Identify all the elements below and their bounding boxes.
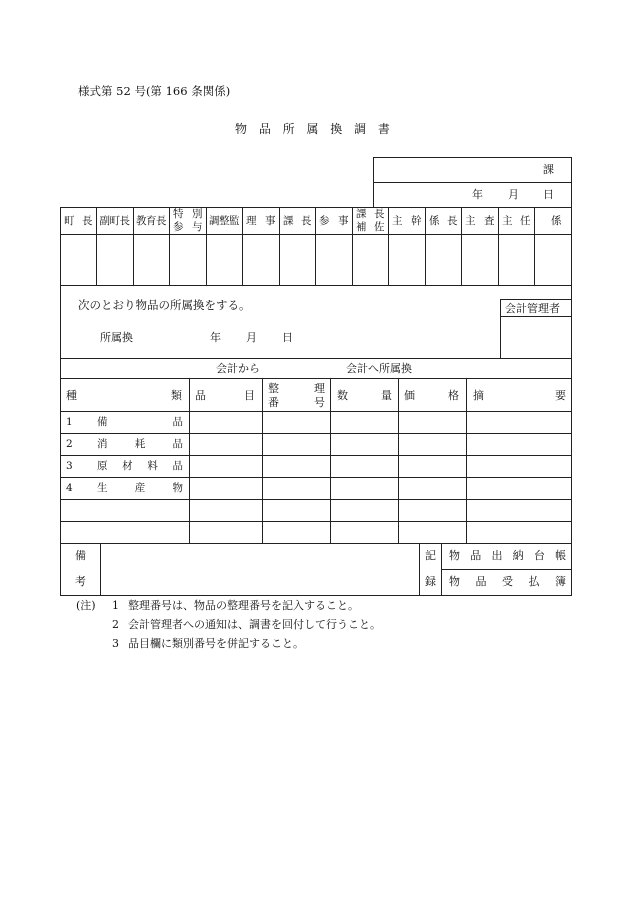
approval-role-label: 査 (484, 215, 495, 227)
transfer-statement: 次のとおり物品の所属換をする。 (78, 298, 251, 312)
transfer-date-day: 日 (282, 331, 293, 344)
row-number: 2 (66, 438, 73, 450)
approval-role-label: 別 (192, 208, 203, 220)
category-name: 生 産 物 (97, 482, 183, 494)
note-number: 1 (112, 599, 119, 612)
ledger-receipts: 物 品 受 払 簿 (449, 575, 566, 588)
category-name: 消 耗 品 (97, 438, 183, 450)
approval-role-label: 課 (283, 215, 294, 227)
approval-role-label: 教育長 (136, 215, 166, 227)
approval-role-label: 課 (356, 208, 367, 220)
accountant-label: 会計管理者 (505, 302, 560, 315)
category-name: 備 品 (97, 416, 183, 428)
notes-prefix: (注) (76, 599, 96, 612)
approval-role-label: 長 (374, 208, 385, 220)
header-quantity: 数 量 (337, 389, 392, 402)
approval-role-label: 補 (356, 221, 367, 233)
note-text: 品目欄に類別番号を併記すること。 (128, 637, 304, 650)
approval-role-label: 理 (246, 215, 257, 227)
header-category: 種 類 (66, 389, 182, 402)
approval-role-label: 参 (319, 215, 330, 227)
approval-role-label: 主 (502, 215, 513, 227)
approval-role-label: 町 (64, 215, 75, 227)
approval-role-label: 事 (265, 215, 276, 227)
record-label-bottom: 録 (425, 575, 436, 588)
approval-role-label: 副町長 (99, 215, 130, 227)
date-year-label: 年 (472, 188, 483, 201)
approval-role-label: 主 (392, 215, 403, 227)
note-text: 整理番号は、物品の整理番号を記入すること。 (128, 599, 359, 612)
page-title: 物 品 所 属 換 調 書 (235, 122, 394, 136)
note-number: 2 (112, 618, 119, 631)
approval-role-label: 主 (465, 215, 476, 227)
transfer-date-label: 所属換 (100, 331, 133, 344)
approval-role-label: 調整監 (209, 215, 239, 227)
note-text: 会計管理者への通知は、調書を回付して行うこと。 (128, 618, 381, 631)
ledger-inventory: 物 品 出 納 台 帳 (449, 549, 567, 562)
header-summary: 摘 要 (473, 389, 566, 402)
row-number: 4 (66, 482, 73, 494)
approval-role-label: 佐 (374, 221, 385, 233)
approval-role-label: 任 (520, 215, 531, 227)
transfer-from-label: 会計から (216, 362, 260, 375)
record-label-top: 記 (425, 549, 436, 562)
approval-role-label: 係 (551, 215, 562, 227)
remarks-label-bottom: 考 (75, 575, 86, 588)
approval-role-label: 長 (301, 215, 312, 227)
header-item: 品 目 (195, 389, 255, 402)
approval-role-label: 長 (447, 215, 458, 227)
row-number: 1 (66, 416, 73, 428)
approval-role-label: 参 (173, 221, 184, 233)
approval-role-label: 長 (82, 215, 93, 227)
transfer-date-year: 年 (210, 331, 221, 344)
approval-role-label: 幹 (411, 215, 422, 227)
approval-role-label: 事 (338, 215, 349, 227)
date-month-label: 月 (508, 188, 519, 201)
approval-role-label: 特 (173, 208, 184, 220)
section-label: 課 (543, 163, 554, 176)
approval-role-label: 与 (192, 221, 203, 233)
note-number: 3 (112, 637, 119, 650)
date-day-label: 日 (543, 188, 554, 201)
transfer-to-label: 会計へ所属換 (346, 362, 412, 375)
transfer-date-month: 月 (246, 331, 257, 344)
approval-role-label: 係 (429, 215, 440, 227)
remarks-label-top: 備 (75, 549, 86, 562)
category-name: 原 材 料 品 (97, 460, 184, 472)
row-number: 3 (66, 460, 73, 472)
form-number: 様式第 52 号(第 166 条関係) (78, 84, 231, 98)
header-price: 価 格 (404, 389, 459, 402)
